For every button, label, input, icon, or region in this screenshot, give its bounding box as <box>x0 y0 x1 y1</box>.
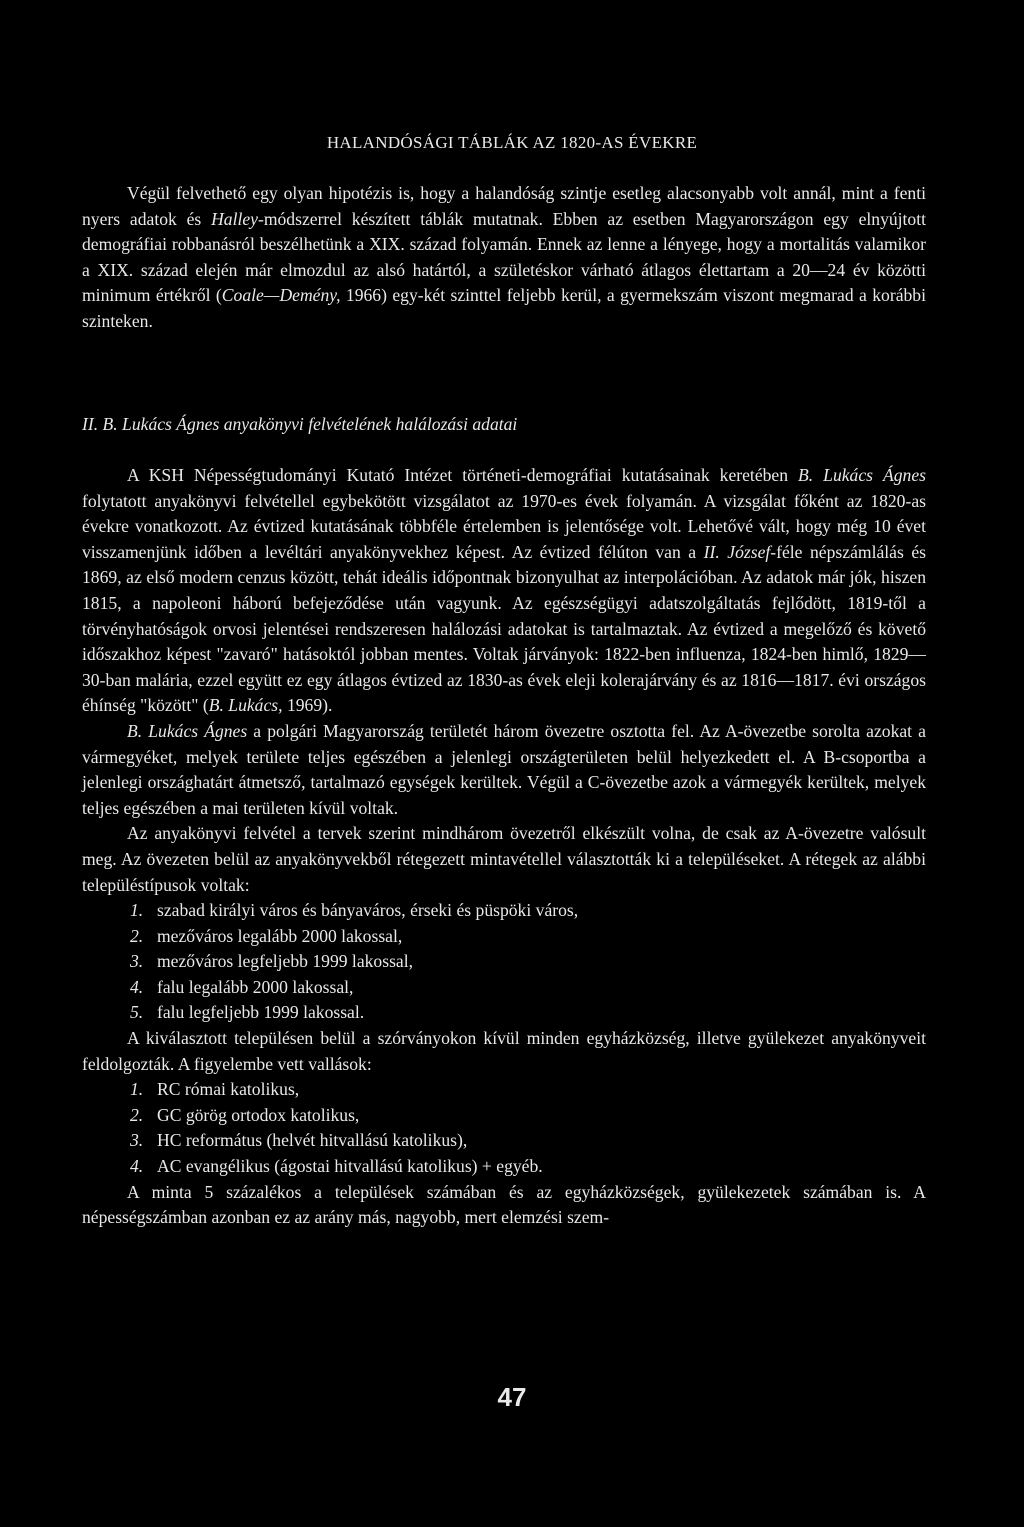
paragraph-zones <box>82 719 926 821</box>
list-number: 1. <box>130 900 144 921</box>
list-item <box>82 975 926 1001</box>
p1-text-d: 1969). <box>282 695 333 716</box>
halley-italic: Halley <box>211 208 258 229</box>
jozsef-italic: II. József <box>703 541 771 562</box>
list-item <box>82 1000 926 1026</box>
list-text: falu legalább 2000 lakossal, <box>157 976 354 997</box>
list-text: RC római katolikus, <box>157 1079 300 1100</box>
list-number: 3. <box>130 951 144 972</box>
list-number: 2. <box>130 925 144 946</box>
list-item <box>82 924 926 950</box>
list-number: 1. <box>130 1079 144 1100</box>
list-number: 4. <box>130 976 144 997</box>
running-header: HALANDÓSÁGI TÁBLÁK AZ 1820-AS ÉVEKRE <box>326 133 698 152</box>
p1-text-c: -féle népszámlálás és 1869, az első modern cenzus között, tehát ideális időpontnak bizonyulhat az interpolációban. Az adatok már jók, hiszen 1815, a napoleoni háború befejeződése után vagyunk. Az egészségügyi adatszolgáltatás fejlődött, 1819-től a törvényhatóságok orvosi jelentései rendszeresen halálozási adatokat is tartalmaztak. Az évtized a megelőző és követő időszakhoz képest "zavaró" hatásoktól jobban mentes. Voltak járványok: 1822-ben influenza, 1824-ben himlő, 1829—30-ban malária, ezzel együtt ez egy átlagos évtized az 1830-as évek eleji kolerajárvány és az 1816—1817. évi országos éhínség "között" ( <box>82 541 926 716</box>
section-heading: II. B. Lukács Ágnes anyakönyvi felvételének halálozási adatai <box>82 414 518 434</box>
list-text: HC református (helvét hitvallású katolikus), <box>157 1130 468 1151</box>
page-number: 47 <box>497 1382 527 1412</box>
main-text-block <box>82 463 926 1231</box>
list-text: mezőváros legalább 2000 lakossal, <box>157 925 403 946</box>
list-text: szabad királyi város és bányaváros, érseki és püspöki város, <box>157 900 579 921</box>
religions-list <box>82 1077 926 1179</box>
list-item <box>82 1128 926 1154</box>
list-item <box>82 1154 926 1180</box>
list-text: AC evangélikus (ágostai hitvallású katolikus) + egyéb. <box>157 1156 543 1177</box>
intro-text-1: Végül felvethető egy olyan hipotézis is, hogy a halandóság szintje esetleg alacsonyabb volt annál, mint a fenti nyers adatok és <box>82 183 926 229</box>
paragraph-sample-size: A minta 5 százalékos a települések számában és az egyházközségek, gyülekezetek számában is. A népességszámban azonban ez az arány más, nagyobb, mert elemzési szem- <box>82 1181 926 1228</box>
intro-text-2: -módszerrel készített táblák mutatnak. Ebben az esetben Magyarországon egy elnyújtott demográfiai robbanásról beszélhetünk a XIX. század folyamán. Ennek az lenne a lényege, hogy a mortalitás valamikor a XIX. század elején már elmozdul az alsó határtól, a születéskor várható átlagos élettartam a 20—24 év közötti minimum értékről ( <box>82 208 927 306</box>
list-text: mezőváros legfeljebb 1999 lakossal, <box>157 951 414 972</box>
list-number: 3. <box>130 1130 144 1151</box>
author-name-italic: B. Lukács Ágnes <box>798 465 926 485</box>
intro-paragraph <box>82 181 926 335</box>
coale-demeny-citation: Coale—Demény, <box>221 285 341 306</box>
list-item <box>82 1103 926 1129</box>
p1-text-a: A KSH Népességtudományi Kutató Intézet történeti-demográfiai kutatásainak keretében <box>127 465 799 485</box>
settlement-types-list <box>82 898 926 1026</box>
paragraph-ksh <box>82 463 926 719</box>
author-name-italic-2: B. Lukács Ágnes <box>127 720 248 741</box>
list-number: 2. <box>130 1104 144 1125</box>
list-text: GC görög ortodox katolikus, <box>157 1104 360 1125</box>
intro-paragraph-block <box>82 181 926 335</box>
list-item <box>82 898 926 924</box>
p1-text-b: folytatott anyakönyvi felvétellel egybekötött vizsgálatot az 1970-es évek folyamán. A vizsgálat főként az 1820-as évekre vonatkozott. Az évtized kutatásának többféle értelemben is jelentősége volt. Lehetővé vált, hogy még 10 évet visszamenjünk időben a levéltári anyakönyvekhez képest. Az évtized félúton van a <box>82 490 926 562</box>
paragraph-religions-intro: A kiválasztott településen belül a szórványokon kívül minden egyházközség, illetve gyülekezet anyakönyveit feldolgozták. A figyelembe vett vallások: <box>82 1028 926 1074</box>
list-number: 4. <box>130 1156 144 1177</box>
list-number: 5. <box>130 1002 144 1023</box>
lukacs-citation: B. Lukács, <box>208 695 283 716</box>
list-item <box>82 949 926 975</box>
paragraph-sampling: Az anyakönyvi felvétel a tervek szerint mindhárom övezetről elkészült volna, de csak az A-övezetre valósult meg. Az övezeten belül az anyakönyvekből rétegezett mintavétellel választották ki a településeket. A rétegek az alábbi településtípusok voltak: <box>82 823 926 895</box>
list-text: falu legfeljebb 1999 lakossal. <box>157 1002 365 1023</box>
list-item <box>82 1077 926 1103</box>
p2-text: a polgári Magyarország területét három övezetre osztotta fel. Az A-övezetbe sorolta azokat a vármegyéket, melyek területe teljes egészében a jelenlegi országterületen belül helyezkedett el. A B-csoportba a jelenlegi országhatárt átmetsző, tartalmazó egységek kerültek. Végül a C-övezetbe azok a vármegyék kerültek, melyek teljes egészében a mai területen kívül voltak. <box>82 720 926 818</box>
intro-text-3: 1966) egy-két szinttel feljebb kerül, a gyermekszám viszont megmarad a korábbi szinteken. <box>82 285 926 331</box>
